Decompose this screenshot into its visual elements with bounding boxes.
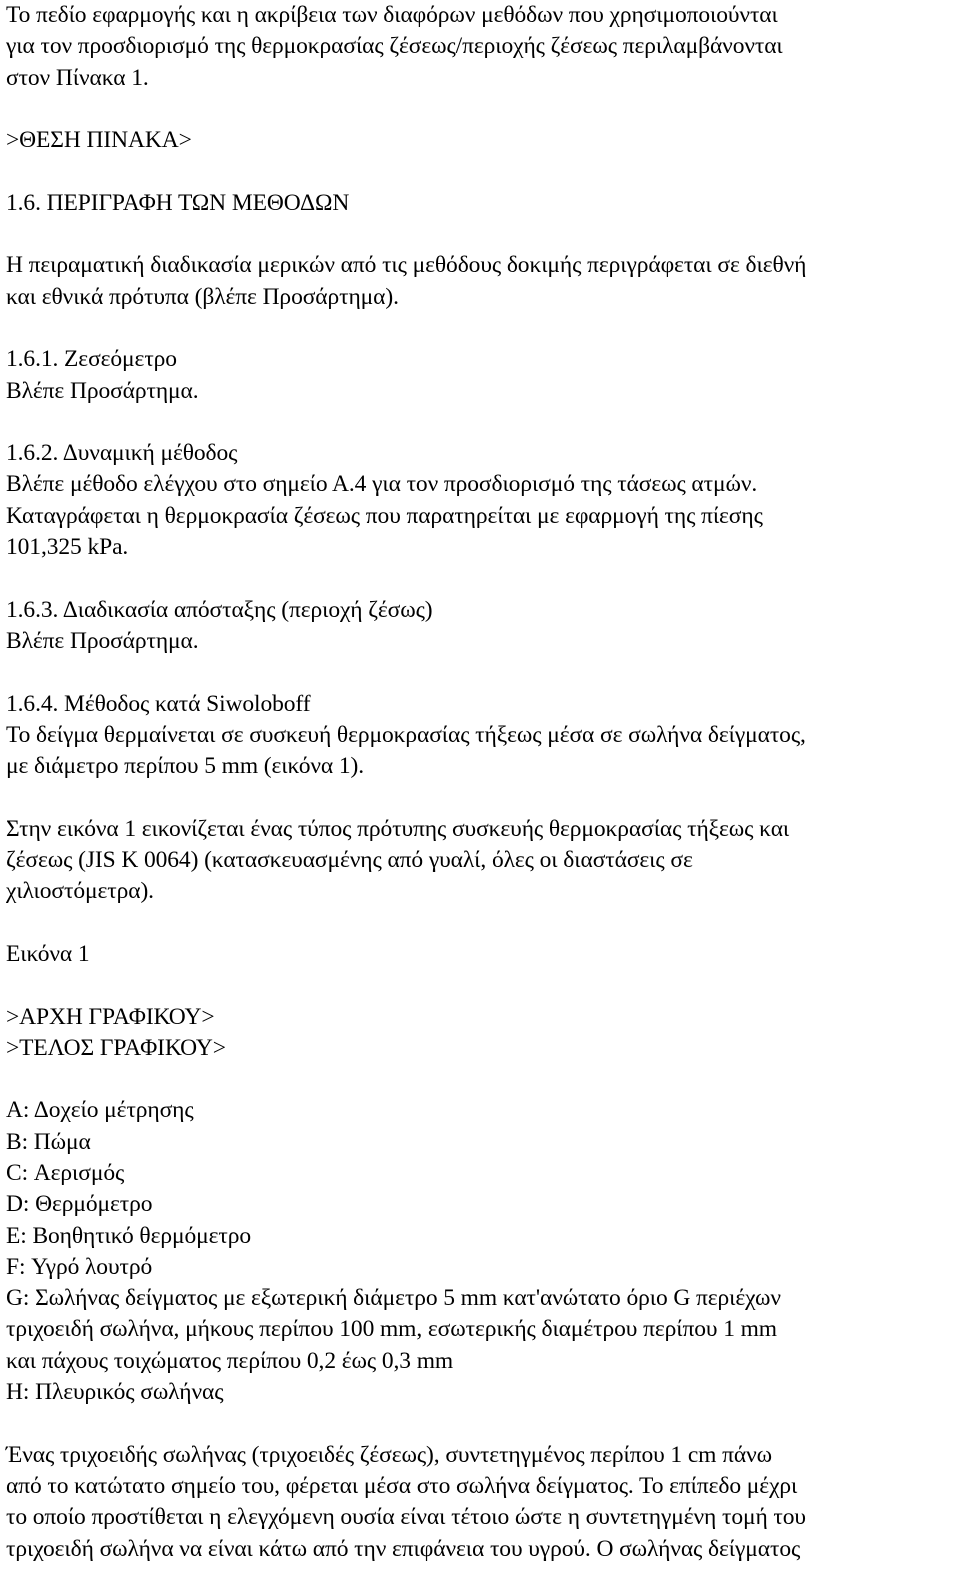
legend-item: τριχοειδή σωλήνα, μήκους περίπου 100 mm, εσωτερικής διαμέτρου περίπου 1 mm bbox=[6, 1316, 777, 1343]
legend-item: G: Σωλήνας δείγματος με εξωτερική διάμετρο 5 mm κατ'ανώτατο όριο G περιέχων bbox=[6, 1285, 781, 1312]
legend-item: Η: Πλευρικός σωλήνας bbox=[6, 1379, 224, 1406]
subsection-1-6-3 bbox=[6, 595, 954, 658]
legend-item: E: Βοηθητικό θερμόμετρο bbox=[6, 1222, 252, 1249]
subsection-heading: 1.6.1. Ζεσεόμετρο bbox=[6, 346, 177, 373]
paragraph-gap bbox=[6, 908, 954, 939]
subsection-1-6-4 bbox=[6, 689, 954, 783]
paragraph-gap bbox=[6, 219, 954, 250]
subsection-heading: 1.6.2. Δυναμική μέθοδος bbox=[6, 440, 238, 467]
paragraph-gap bbox=[6, 407, 954, 438]
closing-paragraph bbox=[6, 1440, 954, 1565]
text-line: χιλιοστόμετρα). bbox=[6, 878, 154, 905]
text-line: Βλέπε Προσάρτημα. bbox=[6, 377, 199, 404]
text-line: με διάμετρο περίπου 5 mm (εικόνα 1). bbox=[6, 753, 365, 780]
legend-item: D: Θερμόμετρο bbox=[6, 1191, 153, 1218]
text-line: ζέσεως (JIS K 0064) (κατασκευασμένης από γυαλί, όλες οι διαστάσεις σε bbox=[6, 847, 693, 874]
legend-item: και πάχους τοιχώματος περίπου 0,2 έως 0,3 mm bbox=[6, 1347, 454, 1374]
subsection-heading: 1.6.3. Διαδικασία απόσταξης (περιοχή ζέσως) bbox=[6, 596, 433, 623]
text-line: το οποίο προστίθεται η ελεγχόμενη ουσία είναι τέτοιο ώστε η συντετηγμένη τομή του bbox=[6, 1504, 806, 1531]
text-line: Ένας τριχοειδής σωλήνας (τριχοειδές ζέσεως), συντετηγμένος περίπου 1 cm πάνω bbox=[6, 1441, 772, 1468]
document-page bbox=[6, 0, 954, 1565]
paragraph-gap bbox=[6, 657, 954, 688]
section-heading: 1.6. ΠΕΡΙΓΡΑΦΗ ΤΩΝ ΜΕΘΟΔΩΝ bbox=[6, 189, 350, 216]
subsection-1-6-1 bbox=[6, 344, 954, 407]
figure-description-paragraph bbox=[6, 814, 954, 908]
text-line: για τον προσδιορισμό της θερμοκρασίας ζέσεως/περιοχής ζέσεως περιλαμβάνονται bbox=[6, 33, 783, 60]
graphic-end-marker: >ΤΕΛΟΣ ΓΡΑΦΙΚΟΥ> bbox=[6, 1034, 226, 1061]
intro-paragraph bbox=[6, 0, 954, 94]
text-line: και εθνικά πρότυπα (βλέπε Προσάρτημα). bbox=[6, 283, 399, 310]
section-intro-paragraph bbox=[6, 250, 954, 313]
paragraph-gap bbox=[6, 156, 954, 187]
text-line: Βλέπε μέθοδο ελέγχου στο σημείο Α.4 για τον προσδιορισμό της τάσεως ατμών. bbox=[6, 471, 758, 498]
figure-caption: Εικόνα 1 bbox=[6, 940, 90, 967]
text-line: στον Πίνακα 1. bbox=[6, 64, 149, 91]
subsection-1-6-2 bbox=[6, 438, 954, 563]
graphic-placeholder bbox=[6, 1002, 954, 1065]
text-line: από το κατώτατο σημείο του, φέρεται μέσα στο σωλήνα δείγματος. Το επίπεδο μέχρι bbox=[6, 1472, 798, 1499]
figure-legend bbox=[6, 1095, 954, 1408]
legend-item: F: Υγρό λουτρό bbox=[6, 1253, 153, 1280]
paragraph-gap bbox=[6, 782, 954, 813]
paragraph-gap bbox=[6, 970, 954, 1001]
text-line: Καταγράφεται η θερμοκρασία ζέσεως που παρατηρείται με εφαρμογή της πίεσης bbox=[6, 502, 763, 529]
text-line: 101,325 kPa. bbox=[6, 534, 129, 561]
paragraph-gap bbox=[6, 1408, 954, 1439]
legend-item: Α: Δοχείο μέτρησης bbox=[6, 1097, 194, 1124]
text-line: Το πεδίο εφαρμογής και η ακρίβεια των διαφόρων μεθόδων που χρησιμοποιούνται bbox=[6, 2, 778, 28]
text-line: Το δείγμα θερμαίνεται σε συσκευή θερμοκρασίας τήξεως μέσα σε σωλήνα δείγματος, bbox=[6, 721, 806, 748]
paragraph-gap bbox=[6, 313, 954, 344]
text-line: Βλέπε Προσάρτημα. bbox=[6, 627, 199, 654]
text-line: Στην εικόνα 1 εικονίζεται ένας τύπος πρότυπης συσκευής θερμοκρασίας τήξεως και bbox=[6, 815, 790, 842]
legend-item: Β: Πώμα bbox=[6, 1128, 91, 1155]
text-line: Η πειραματική διαδικασία μερικών από τις μεθόδους δοκιμής περιγράφεται σε διεθνή bbox=[6, 252, 807, 279]
legend-item: C: Αερισμός bbox=[6, 1159, 125, 1186]
text-line: τριχοειδή σωλήνα να είναι κάτω από την επιφάνεια του υγρού. Ο σωλήνας δείγματος bbox=[6, 1535, 801, 1562]
paragraph-gap bbox=[6, 1064, 954, 1095]
paragraph-gap bbox=[6, 94, 954, 125]
table-placeholder: >ΘΕΣΗ ΠΙΝΑΚΑ> bbox=[6, 127, 192, 154]
graphic-start-marker: >ΑΡΧΗ ΓΡΑΦΙΚΟΥ> bbox=[6, 1003, 215, 1030]
subsection-heading: 1.6.4. Μέθοδος κατά Siwoloboff bbox=[6, 690, 311, 717]
paragraph-gap bbox=[6, 563, 954, 594]
